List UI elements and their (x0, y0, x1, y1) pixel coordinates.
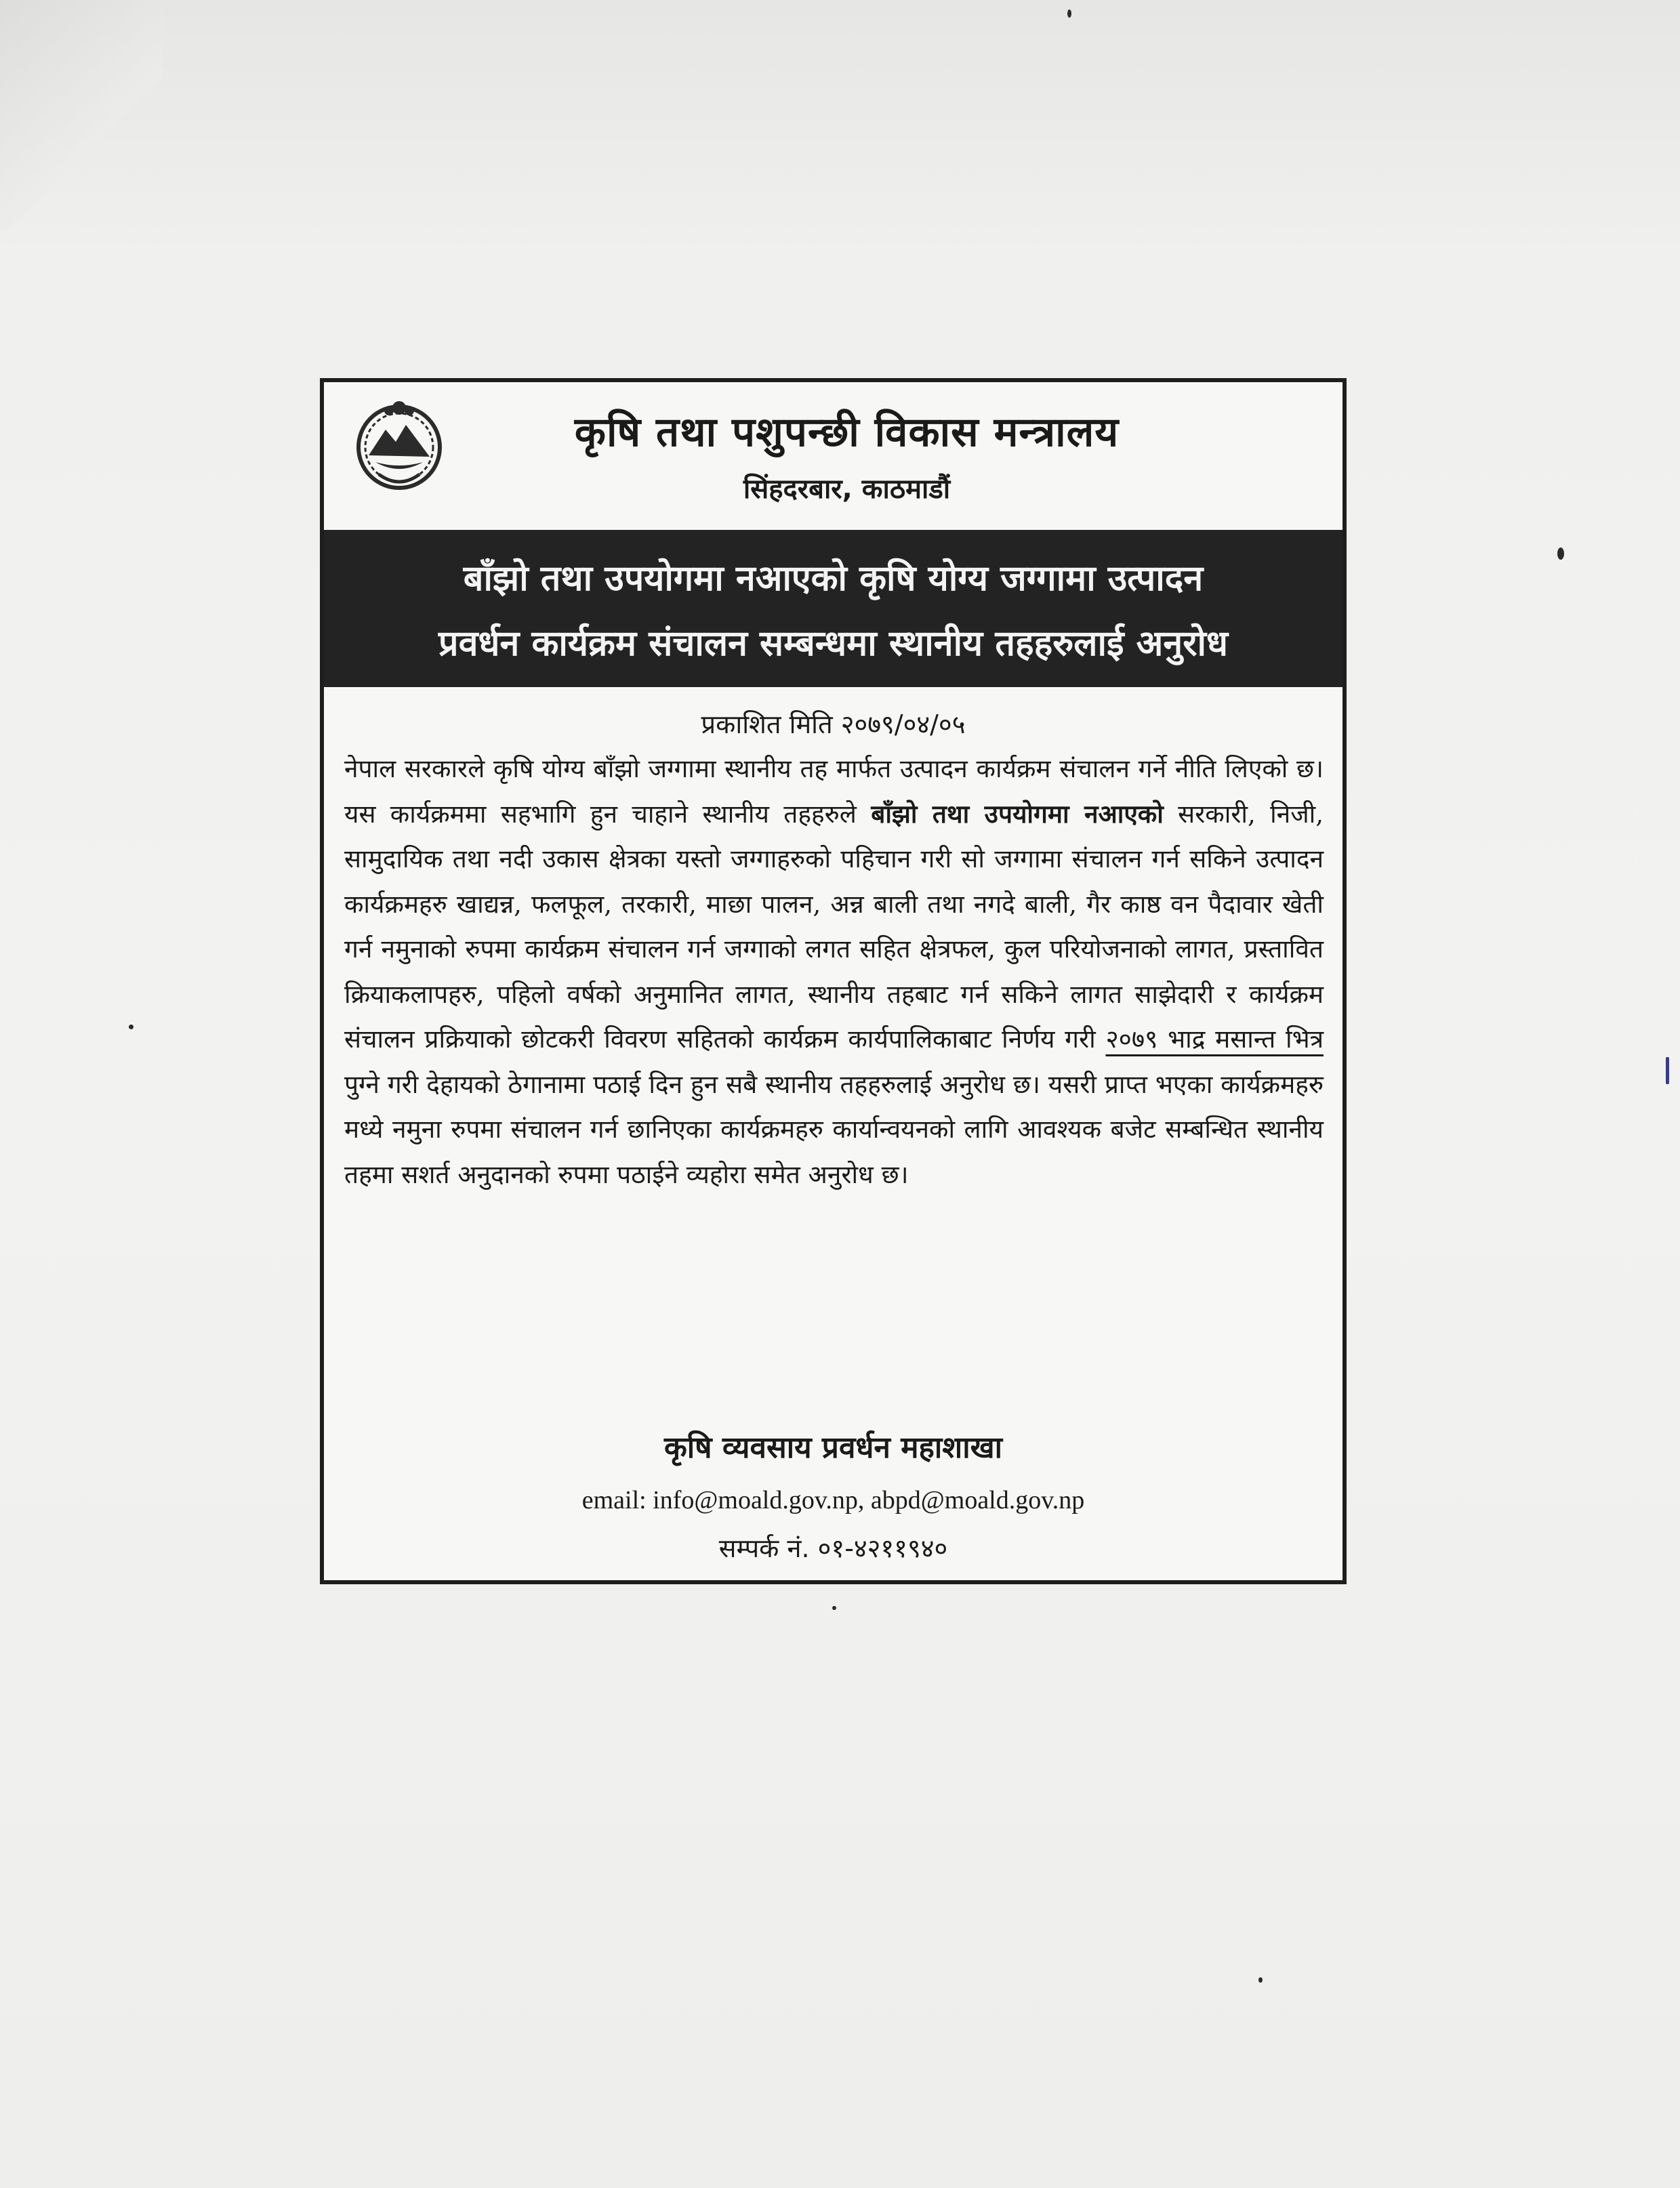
division-name: कृषि व्यवसाय प्रवर्धन महाशाखा (663, 1430, 1003, 1465)
ministry-location: सिंहदरबार, काठमाडौं (743, 474, 951, 505)
scan-mark (1666, 1057, 1669, 1084)
notice-heading-line-1: बाँझो तथा उपयोगमा नआएको कृषि योग्य जग्गामा उत्पादन (463, 558, 1204, 599)
body-bold-phrase: बाँझो तथा उपयोगमा नआएको (871, 799, 1164, 829)
deadline-phrase: २०७९ भाद्र मसान्त भित्र (1105, 1025, 1324, 1054)
published-date: प्रकाशित मिति २०७९/०४/०५ (701, 709, 966, 739)
scan-speck (832, 1606, 836, 1610)
scan-speck (129, 1025, 134, 1029)
scan-speck (1557, 548, 1564, 560)
page-corner-shadow (0, 0, 163, 230)
notice-heading-line-2: प्रवर्धन कार्यक्रम संचालन सम्बन्धमा स्थानीय तहहरुलाई अनुरोध (438, 623, 1228, 664)
ministry-title: कृषि तथा पशुपन्छी विकास मन्त्रालय (574, 409, 1120, 456)
scan-speck (1067, 9, 1071, 18)
body-text-part-1: नेपाल सरकारले कृषि योग्य बाँझो जग्गामा स्थानीय तह मार्फत उत्पादन कार्यक्रम संचालन गर्ने नीति लिएको छ। यस कार्यक्रममा सहभागि हुन चाहाने स्थानीय तहहरुले (344, 754, 1324, 829)
notice-box (320, 378, 1347, 1584)
contact-number: सम्पर्क नं. ०१-४२११९४० (718, 1533, 948, 1563)
email-line: email: info@moald.gov.np, abpd@moald.gov.np (581, 1486, 1085, 1514)
body-text-part-2: सरकारी, निजी, सामुदायिक तथा नदी उकास क्षेत्रका यस्तो जग्गाहरुको पहिचान गरी सो जग्गामा संचालन गर्न सकिने उत्पादन कार्यक्रमहरु खाद्यन्न, फलफूल, तरकारी, माछा पालन, अन्न बाली तथा नगदे बाली, गैर काष्ठ वन पैदावार खेती गर्न नमुनाको रुपमा कार्यक्रम संचालन गर्न जग्गाको लगत सहित क्षेत्रफल, कुल परियोजनाको लागत, प्रस्तावित क्रियाकलापहरु, पहिलो वर्षको अनुमानित लागत, स्थानीय तहबाट गर्न सकिने लागत साझेदारी र कार्यक्रम संचालन प्रक्रियाको छोटकरी विवरण सहितको कार्यक्रम कार्यपालिकाबाट निर्णय गरी (344, 799, 1324, 1054)
body-text-part-3: पुग्ने गरी देहायको ठेगानामा पठाई दिन हुन सबै स्थानीय तहहरुलाई अनुरोध छ। यसरी प्राप्त भएका कार्यक्रमहरु मध्ये नमुना रुपमा संचालन गर्न छानिएका कार्यक्रमहरु कार्यान्वयनको लागि आवश्यक बजेट सम्बन्धित स्थानीय तहमा सशर्त अनुदानको रुपमा पठाईने व्यहोरा समेत अनुरोध छ। (344, 1069, 1324, 1189)
notice-heading (324, 530, 1343, 687)
scan-speck (1258, 1977, 1263, 1983)
notice-body (344, 747, 1324, 1197)
